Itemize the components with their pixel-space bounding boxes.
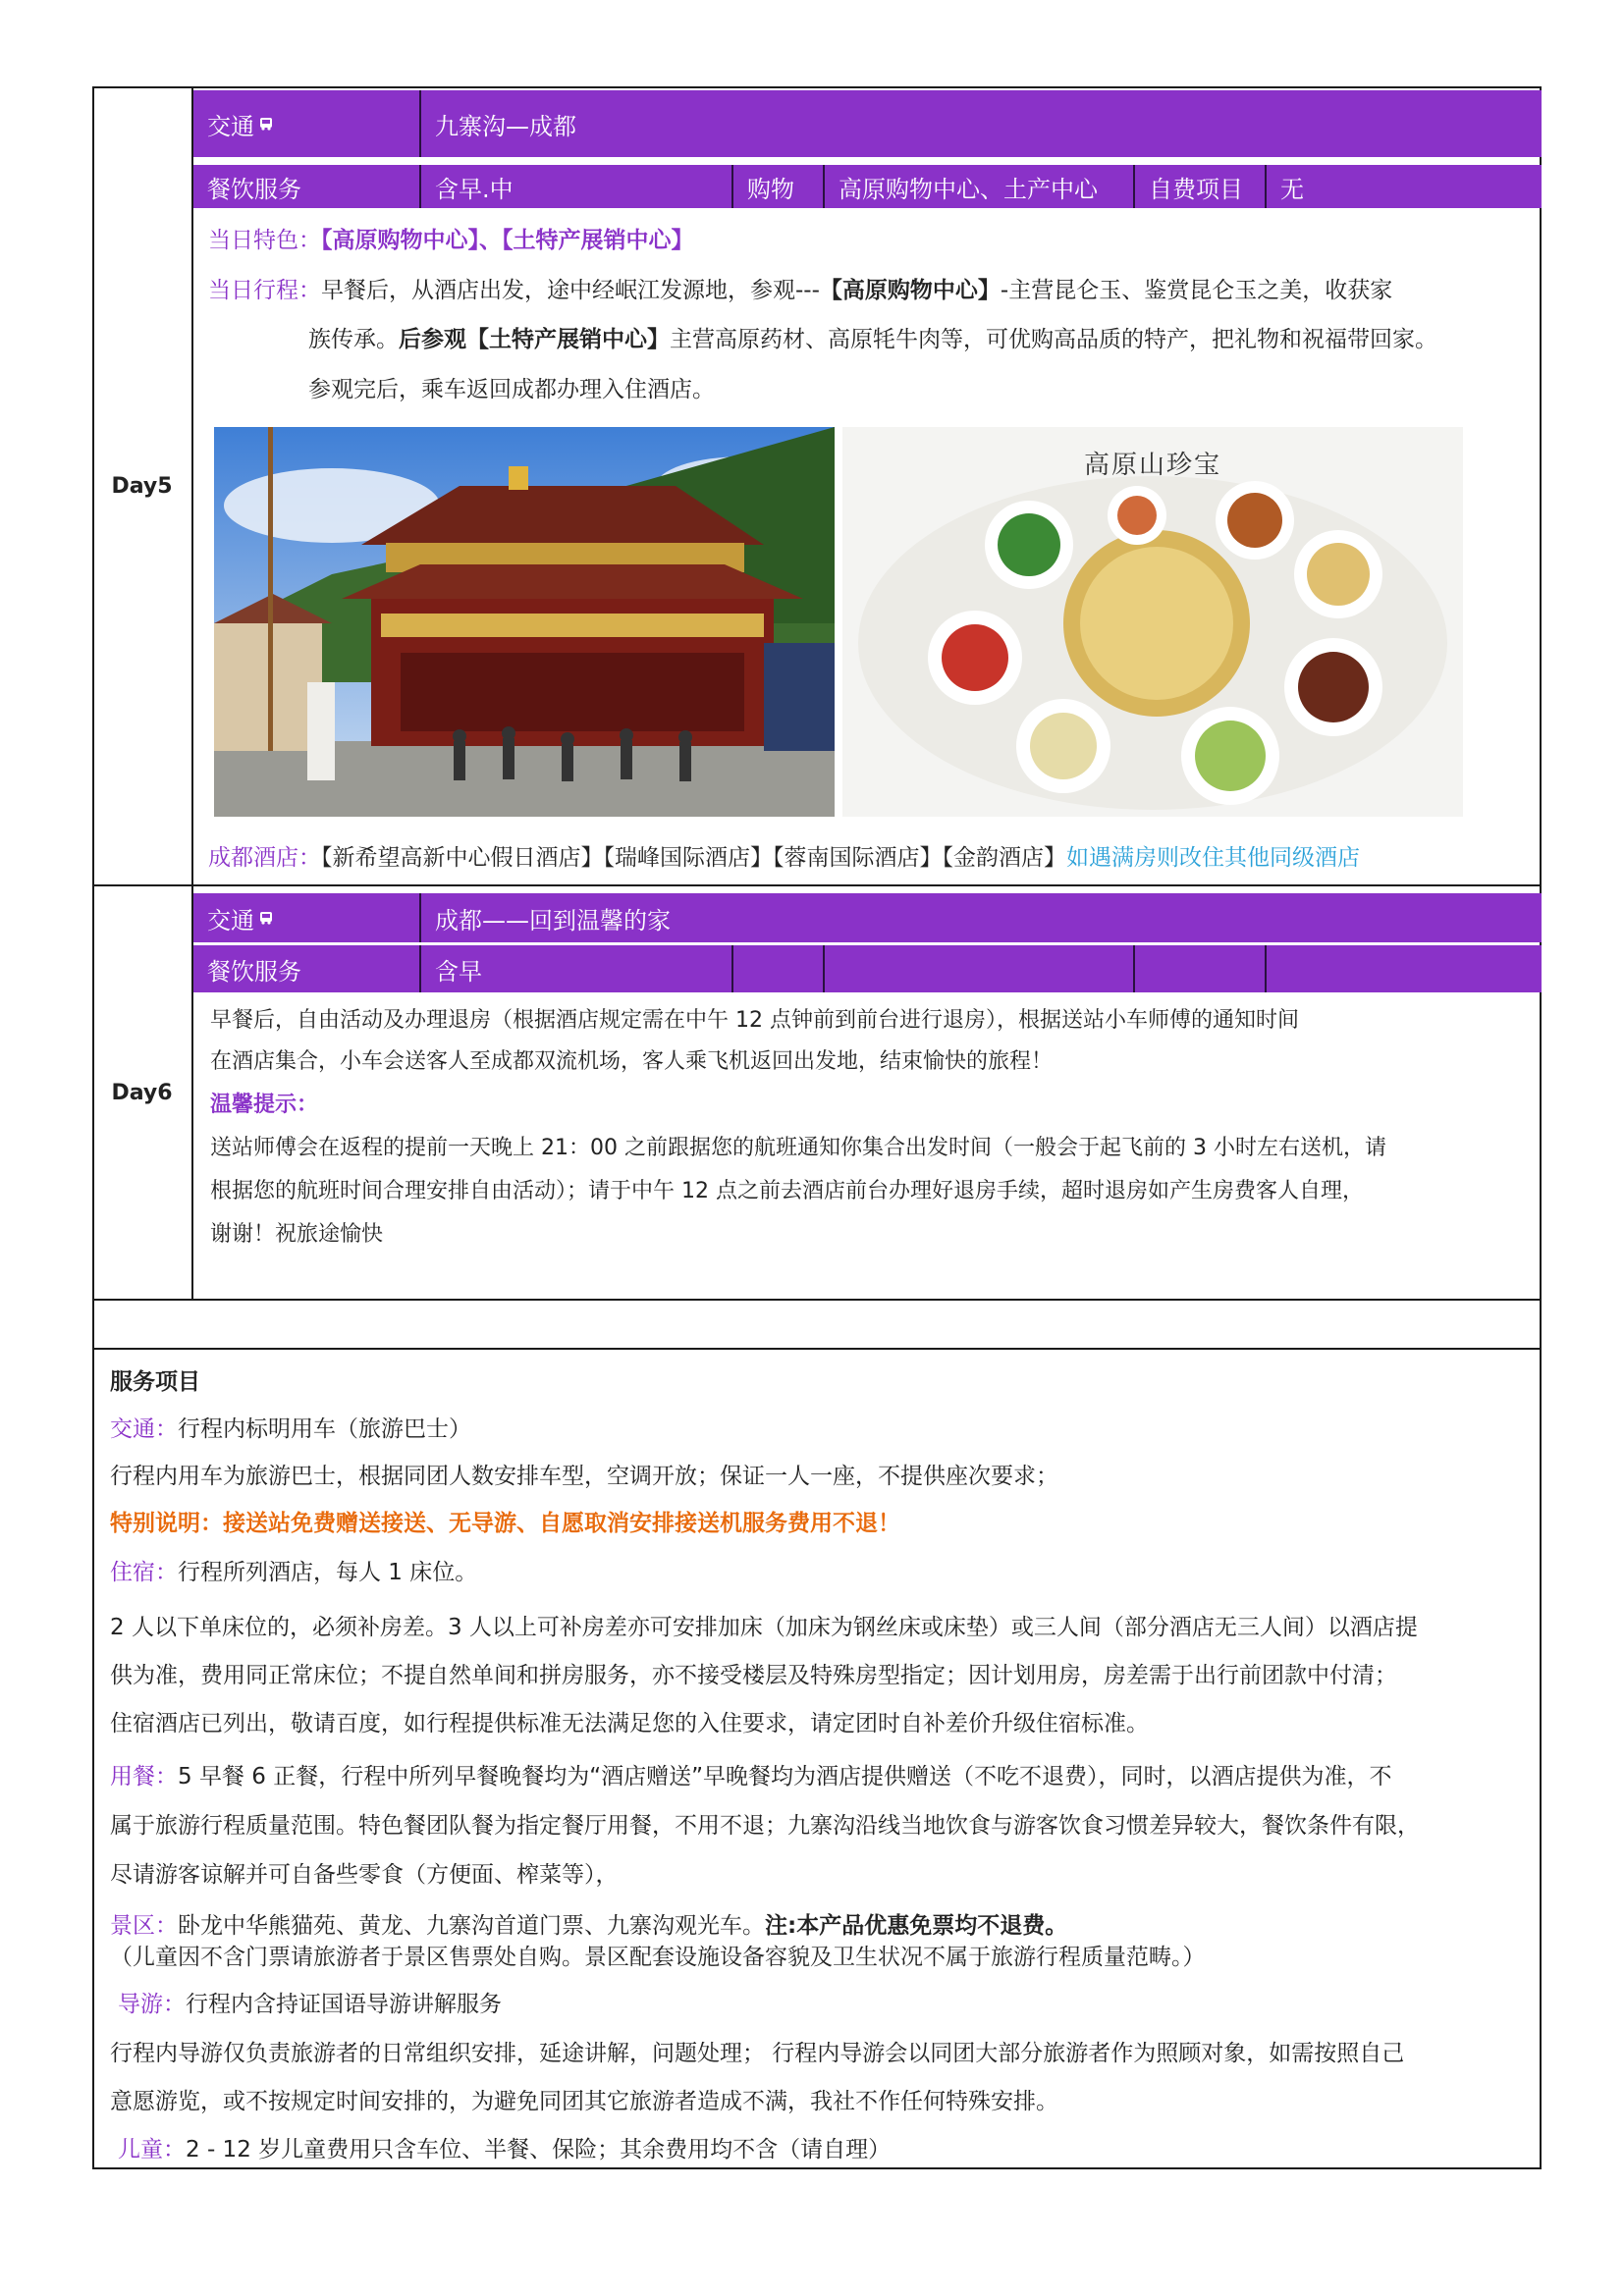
dishes-photo [842, 427, 1463, 817]
service-title: 服务项目 [110, 1369, 200, 1395]
day5-hotel-list: 【新希望高新中心假日酒店】【瑞峰国际酒店】【蓉南国际酒店】【金韵酒店】 [321, 845, 1066, 871]
day5-transport-row [193, 90, 1542, 157]
day5-own-value: 无 [1280, 175, 1304, 203]
day6-meal-label: 餐饮服务 [207, 957, 301, 986]
itinerary-highlight: 后参观【土特产展销中心】 [399, 327, 670, 352]
day5-feature [208, 217, 694, 264]
temple-illustration [214, 427, 835, 817]
itinerary-highlight: 【高原购物中心】 [819, 278, 1001, 303]
day5-feature-value: 【高原购物中心】、【土特产展销中心】 [321, 228, 694, 253]
day5-hotel-note: 如遇满房则改住其他同级酒店 [1066, 845, 1360, 871]
day5-meal-row [193, 165, 1542, 208]
service-child-value: 2 - 12 岁儿童费用只含车位、半餐、保险；其余费用均不含（请自理） [186, 2137, 892, 2163]
day5-itinerary-label: 当日行程： [208, 278, 321, 303]
day6-meal-row [193, 945, 1542, 992]
temple-photo [214, 427, 835, 817]
day6-transport-label: 交通 [207, 906, 254, 934]
day5-shop-value: 高原购物中心、土产中心 [839, 175, 1098, 203]
day5-own-label: 自费项目 [1149, 175, 1243, 203]
empty-cell [733, 945, 825, 992]
service-special-note: 特别说明：接送站免费赠送接送、无导游、自愿取消安排接送机服务费用不退！ [110, 1511, 900, 1536]
day5-label-column [92, 86, 193, 886]
day5-itinerary-line2 [308, 316, 1437, 363]
dishes-illustration [842, 427, 1463, 817]
itinerary-text: 主营高原药材、高原牦牛肉等，可优购高品质的特产，把礼物和祝福带回家。 [670, 327, 1437, 352]
day5-route-cell [421, 90, 1542, 157]
day6-route: 成都——回到温馨的家 [435, 906, 671, 934]
day6-body-line2: 在酒店集合，小车会送客人至成都双流机场，客人乘飞机返回出发地，结束愉快的旅程！ [210, 1049, 1054, 1074]
day6-transport-row [193, 893, 1542, 942]
bus-icon [258, 910, 274, 926]
day5-route: 九寨沟—成都 [435, 112, 576, 140]
day5-shop-label: 购物 [747, 175, 794, 203]
service-scenic-note: 注:本产品优惠免票均不退费。 [765, 1913, 1068, 1939]
service-stay-line2: 供为准，费用同正常床位；不提自然单间和拼房服务，亦不接受楼层及特殊房型指定；因计划用房，房差需于出行前团款中付清； [110, 1663, 1397, 1688]
service-guide-label: 导游： [118, 1992, 186, 2017]
day6-label-column [92, 884, 193, 1301]
service-guide-line1: 行程内导游仅负责旅游者的日常组织安排，延途讲解，问题处理； 行程内导游会以同团大部分旅游者作为照顾对象，如需按照自己 [110, 2041, 1405, 2066]
day5-label: Day5 [111, 474, 173, 499]
service-transport [110, 1406, 471, 1453]
service-stay-value: 行程所列酒店，每人 1 床位。 [178, 1560, 478, 1585]
service-stay-label: 住宿： [110, 1560, 178, 1585]
day6-tip-line2: 根据您的航班时间合理安排自由活动）；请于中午 12 点之前去酒店前台办理好退房手续，超时退房如产生房费客人自理， [210, 1179, 1364, 1203]
service-child-label: 儿童： [118, 2137, 186, 2163]
service-scenic-value: 卧龙中华熊猫苑、黄龙、九寨沟首道门票、九寨沟观光车。 [178, 1913, 765, 1939]
day5-feature-label: 当日特色： [208, 228, 321, 253]
day5-itinerary-line1 [208, 267, 1392, 314]
day6-tip-line3: 谢谢！祝旅途愉快 [210, 1222, 384, 1247]
bus-icon [258, 116, 274, 132]
service-meal-line2: 属于旅游行程质量范围。特色餐团队餐为指定餐厅用餐，不用不退；九寨沟沿线当地饮食与游客饮食习惯差异较大，餐饮条件有限， [110, 1813, 1420, 1839]
empty-cell [1135, 945, 1267, 992]
service-stay-line1: 2 人以下单床位的，必须补房差。3 人以上可补房差亦可安排加床（加床为钢丝床或床垫）或三人间（部分酒店无三人间）以酒店提 [110, 1615, 1418, 1640]
service-meal-line1 [110, 1753, 1392, 1800]
day5-meal-label: 餐饮服务 [207, 175, 301, 203]
empty-cell [1267, 945, 1542, 992]
service-child [118, 2126, 891, 2173]
day6-tip-line1: 送站师傅会在返程的提前一天晚上 21：00 之前跟据您的航班通知你集合出发时间（一般会于起飞前的 3 小时左右送机，请 [210, 1136, 1386, 1160]
service-scenic-label: 景区： [110, 1913, 178, 1939]
itinerary-text: 早餐后，从酒店出发，途中经岷江发源地，参观--- [321, 278, 820, 303]
itinerary-text: 参观完后，乘车返回成都办理入住酒店。 [308, 377, 715, 402]
itinerary-text: -主营昆仑玉、鉴赏昆仑玉之美，收获家 [1000, 278, 1393, 303]
itinerary-text: 族传承。 [308, 327, 399, 352]
service-stay [110, 1549, 477, 1596]
service-meal-text: 5 早餐 6 正餐，行程中所列早餐晚餐均为“酒店赠送”早晚餐均为酒店提供赠送（不吃不退费），同时，以酒店提供为准，不 [178, 1764, 1392, 1789]
day6-body-line1: 早餐后，自由活动及办理退房（根据酒店规定需在中午 12 点钟前到前台进行退房），根据送站小车师傅的通知时间 [210, 1008, 1299, 1033]
service-scenic-line2: （儿童因不含门票请旅游者于景区售票处自购。景区配套设施设备容貌及卫生状况不属于旅游行程质量范畴。） [110, 1945, 1206, 1970]
service-stay-line3: 住宿酒店已列出，敬请百度，如行程提供标准无法满足您的入住要求，请定团时自补差价升级住宿标准。 [110, 1711, 1149, 1736]
day5-meal-value: 含早.中 [435, 175, 514, 203]
dishes-photo-title: 高原山珍宝 [1083, 451, 1221, 480]
day6-meal-value: 含早 [435, 957, 482, 986]
day6-tip-label: 温馨提示： [210, 1093, 319, 1117]
service-meal-label: 用餐： [110, 1764, 178, 1789]
service-transport-desc: 行程内用车为旅游巴士，根据同团人数安排车型，空调开放；保证一人一座，不提供座次要求； [110, 1464, 1058, 1489]
service-transport-value: 行程内标明用车（旅游巴士） [178, 1416, 471, 1442]
service-meal-line3: 尽请游客谅解并可自备些零食（方便面、榨菜等）， [110, 1862, 619, 1888]
spacer-row [92, 1299, 1542, 1350]
day6-label: Day6 [111, 1080, 173, 1105]
service-guide [118, 1981, 502, 2028]
day5-hotel-label: 成都酒店： [208, 845, 321, 871]
empty-cell [825, 945, 1135, 992]
service-guide-line2: 意愿游览，或不按规定时间安排的，为避免同团其它旅游者造成不满，我社不作任何特殊安排。 [110, 2089, 1058, 2114]
day5-transport-label: 交通 [207, 112, 254, 140]
day5-itinerary-line3 [308, 366, 715, 413]
day5-transport-label-cell [193, 90, 421, 157]
service-transport-label: 交通： [110, 1416, 178, 1442]
service-guide-value: 行程内含持证国语导游讲解服务 [186, 1992, 502, 2017]
day5-hotel-line [208, 834, 1360, 881]
